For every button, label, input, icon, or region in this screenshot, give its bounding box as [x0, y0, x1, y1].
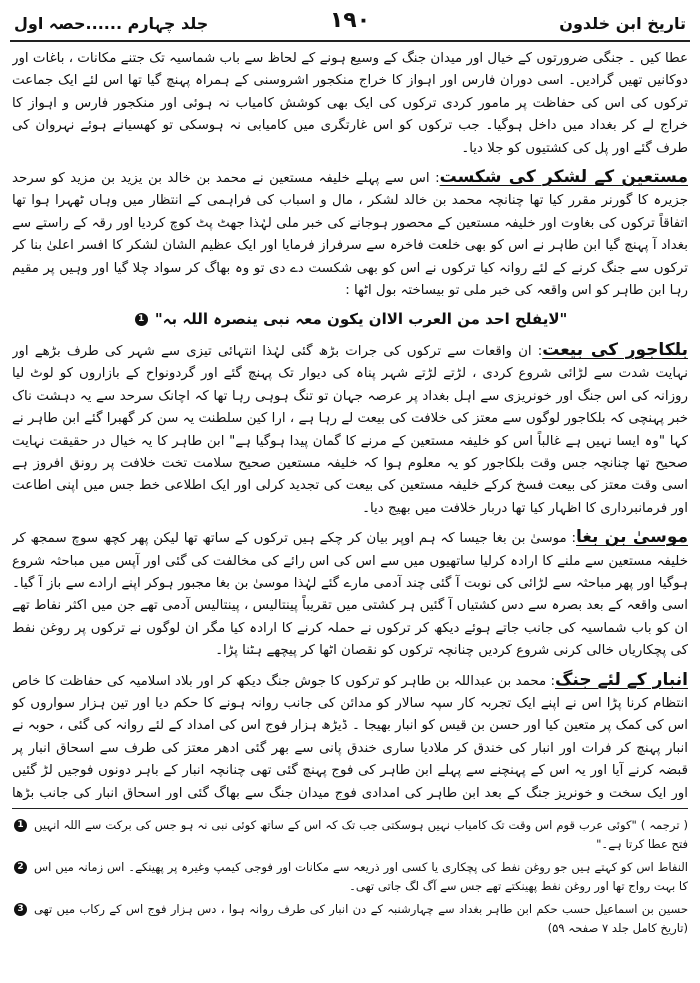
section-heading: موسیٰ بن بغا [576, 527, 688, 548]
paragraph-text: اس سے پہلے خلیفہ مستعین نے محمد بن خالد بن یزید بن مزید کو سرحد جزیرہ کا گورنر مقرر کیا تھا چنانچہ محمد بن خالد لشکر ، مال و اسباب کی فراہمی کے انتظار میں وہاں ٹھہرا ہوا تھا اتفاقاً ترکوں کی بغاوت اور خلیفہ مستعین کے محصور ہوجانے کی خبر ملی لہٰذا جھٹ پٹ کوچ کردیا اور رقہ کے راستے سے بغداد آ پہنچ گیا ابن طاہر نے اس کو بھی خلعت فاخرہ سے سرفراز فرمایا اور ایک عظیم الشان لشکر کا افسر اعلیٰ بنا کر ترکوں سے جنگ کرنے کے لئے روانہ کیا ترکوں نے اس کو بھی شکست دے دی تو وہ بھاگ کر سواد چلا گیا اور وہیں پر مقیم رہا ابن طاہر کو اس واقعہ کی خبر ملی تو بیساختہ بول اٹھا : [12, 171, 688, 299]
volume-label: جلد چہارم ......حصہ اول [14, 14, 209, 33]
footnote-text: ( ترجمہ ) "کوئی عرب قوم اس وقت تک کامیاب نہیں ہوسکتی جب تک کہ اس کے ساتھ کوئی نبی نہ ہو جس کی برکت سے اللہ انہیں فتح عطا کرتا ہے۔" [34, 818, 688, 851]
paragraph: موسیٰ بن بغا: موسیٰ بن بغا جیسا کہ ہم اوپر بیان کر چکے ہیں ترکوں کے ساتھ تھا لیکن پھر کچھ سوچ سمجھ کر خلیفہ مستعین سے ملنے کا ارادہ کرلیا ساتھیوں میں سے اس کی اس رائے کی مخالفت کی گئی اور آپس میں مباحثہ شروع ہوگیا اور پھر مباحثہ سے لڑائی کی نوبت آ گئی چند آدمی مارے گئے لہٰذا موسیٰ بن بغا مجبور ہوکر اپنے ارادے سے باز آ گیا۔ اسی واقعہ کے بعد بصرہ سے دس کشتیاں آ گئیں ہر کشتی میں تقریباً پینتالیس ، پینتالیس آدمی تھے جن میں اکثر نفاط تھے ان کو باب شماسیہ کی جانب جاتے ہوئے دیکھ کر ترکوں نے حملہ کرنے کا ارادہ کیا مگر ان لوگوں نے ترکوں پر روغن نفط کی پچکاریاں خالی کرنی شروع کردیں چنانچہ ترکوں کو نقصان اٹھا کر پیچھے ہٹنا پڑا۔ [12, 527, 688, 659]
footnote [12, 900, 688, 938]
paragraph: انبار کے لئے جنگ: محمد بن عبداللہ بن طاہر کو ترکوں کا جوش جنگ دیکھ کر اور بلاد اسلامیہ کی حفاظت کا خاص انتظام کرنا پڑا اس نے اپنے ایک تجربہ کار سپہ سالار کو مدائن کی جانب روانہ ہونے کا حکم دیا اور تین ہزار سواروں کو اس کی کمک پر متعین کیا اور حسن بن قیس کو انبار بھیجا ۔ ڈیڑھ ہزار فوج اس کی امداد کے لئے روانہ کی گئی ، حوبہ نے انبار پہنچ کر فرات اور انبار کی خندق کر ملادیا ساری خندق پانی سے بھر گئی ادھر معتز کی طرف سے اسحاق انبار پر قبضہ کرنے آیا اور یہ اس کے پہنچنے سے پہلے ابن طاہر کی فوج پہنچ گئی تھی چنانچہ انبار کے باہر دونوں فوجیں لڑ گئیں اور ایک سخت و خونریز جنگ کے بعد ابن طاہر کی امدادی فوج میدان جنگ سے بھاگ گئی اور اسحاق انبار کی جانب بڑھا [12, 669, 688, 800]
footnote [12, 816, 688, 854]
paragraph-text: موسیٰ بن بغا جیسا کہ ہم اوپر بیان کر چکے ہیں ترکوں کے ساتھ تھا لیکن پھر کچھ سوچ سمجھ کر خلیفہ مستعین سے ملنے کا ارادہ کرلیا ساتھیوں میں سے اس کی اس رائے کی مخالفت کی گئی اور آپس میں مباحثہ شروع ہوگیا اور پھر مباحثہ سے لڑائی کی نوبت آ گئی چند آدمی مارے گئے لہٰذا موسیٰ بن بغا مجبور ہوکر اپنے ارادے سے باز آ گیا۔ اسی واقعہ کے بعد بصرہ سے دس کشتیاں آ گئیں ہر کشتی میں تقریباً پینتالیس ، پینتالیس آدمی تھے جن میں اکثر نفاط تھے ان کو باب شماسیہ کی جانب جاتے ہوئے دیکھ کر ترکوں نے حملہ کرنے کا ارادہ کیا مگر ان لوگوں نے ترکوں پر روغن نفط کی پچکاریاں خالی کرنی شروع کردیں چنانچہ ترکوں کو نقصان اٹھا کر پیچھے ہٹنا پڑا۔ [12, 531, 688, 659]
paragraph-text: ان واقعات سے ترکوں کی جرات بڑھ گئی لہٰذا انتہائی تیزی سے شہر کی طرف بڑھے اور نہایت شدت سے لڑائی شروع کردی ، لڑتے لڑتے شہر پناہ کی دیوار تک پہنچ گئے اور گردونواح کے بازاروں کو لوٹ لیا روزانہ کی اس جنگ اور خونریزی سے اہل بغداد پر عرصہ جہان تو تنگ ہوہی رہا تھا کہ اچانک سرحد سے یہ دہشت ناک خبر پہنچی کہ بلکاجور لوگوں سے معتز کی خلافت کی بیعت لے رہا ہے ، ارا کین سلطنت یہ سن کر گھبرا گئے ابن طاہر نے کہا "وہ ایسا نہیں ہے غالباً اس کو خلیفہ مستعین کے مرنے کا گمان پیدا ہوگیا ہے" ابن طاہر کا یہ خیال در حقیقت نہایت صحیح تھا چنانچہ جس وقت بلکاجور کو یہ معلوم ہوا کہ خلیفہ مستعین صحیح سلامت تخت خلافت پر رونق افروز ہے اسی وقت معتز کی بیعت فسخ کرکے خلیفہ مستعین کی بیعت کی تجدید کرلی اور ایک اطلاعی خط جس میں اپنی اطاعت اور فرمانبرداری کا اظہار کیا تھا دربار خلافت میں بھیج دیا۔ [12, 343, 688, 516]
book-title: تاریخ ابن خلدون [559, 14, 686, 33]
footnotes [12, 816, 688, 976]
section-heading: انبار کے لئے جنگ [555, 669, 688, 690]
footnote-text: النفاط اس کو کہتے ہیں جو روغن نفط کی پچکاری یا کسی اور ذریعہ سے مکانات اور فوجی کیمپ وغیرہ پر پھینکے۔ اس زمانہ میں اس کا بہت رواج تھا اور روغن نفط پھینکتے تھے جس سے آگ لگ جاتی تھی۔ [34, 860, 688, 893]
paragraph: مستعین کے لشکر کی شکست: اس سے پہلے خلیفہ مستعین نے محمد بن خالد بن یزید بن مزید کو سرحد جزیرہ کا گورنر مقرر کیا تھا چنانچہ محمد بن خالد لشکر ، مال و اسباب کی فراہمی کے انتظار میں وہاں ٹھہرا ہوا تھا اتفاقاً ترکوں کی بغاوت اور خلیفہ مستعین کے محصور ہوجانے کی خبر ملی لہٰذا جھٹ پٹ کوچ کردیا اور رقہ کے راستے سے بغداد آ پہنچ گیا ابن طاہر نے اس کو بھی خلعت فاخرہ سے سرفراز فرمایا اور ایک عظیم الشان لشکر کا افسر اعلیٰ بنا کر ترکوں سے جنگ کرنے کے لئے روانہ کیا ترکوں نے اس کو بھی شکست دے دی تو وہ بھاگ کر سواد چلا گیا اور وہیں پر مقیم رہا ابن طاہر کو اس واقعہ کی خبر ملی تو بیساختہ بول اٹھا : [12, 167, 688, 299]
section-heading: مستعین کے لشکر کی شکست [439, 167, 688, 188]
arabic-quote [12, 308, 688, 330]
paragraph-text: محمد بن عبداللہ بن طاہر کو ترکوں کا جوش جنگ دیکھ کر اور بلاد اسلامیہ کی حفاظت کا خاص انتظام کرنا پڑا اس نے اپنے ایک تجربہ کار سپہ سالار کو مدائن کی جانب روانہ ہونے کا حکم دیا اور تین ہزار سواروں کو اس کی کمک پر متعین کیا اور حسن بن قیس کو انبار بھیجا ۔ ڈیڑھ ہزار فوج اس کی امداد کے لئے روانہ کی گئی ، حوبہ نے انبار پہنچ کر فرات اور انبار کی خندق کر ملادیا ساری خندق پانی سے بھر گئی ادھر معتز کی طرف سے اسحاق انبار پر قبضہ کرنے آیا اور یہ اس کے پہنچنے سے پہلے ابن طاہر کی فوج پہنچ گئی تھی چنانچہ انبار کے باہر دونوں فوجیں لڑ گئیں اور ایک سخت و خونریز جنگ کے بعد ابن طاہر کی امدادی فوج میدان جنگ سے بھاگ گئی اور اسحاق انبار کی جانب بڑھا [12, 673, 688, 800]
footnote-number: 3 [14, 903, 27, 916]
section-heading: بلکاجور کی بیعت [542, 339, 688, 360]
footnote-number: 1 [14, 819, 27, 832]
paragraph [12, 48, 688, 160]
paragraph-text: عطا کیں ۔ جنگی ضرورتوں کے خیال اور میدان جنگ کے وسیع ہونے کے لحاظ سے باب شماسیہ تک جتنے مکانات ، باغات اور دوکانیں تھیں گرادیں۔ اسی دوران فارس اور اہواز کا خراج منکجور اشروسنی کے ہمراہ پہنچ گیا تھا اس لئے ایک جماعت ترکوں کی اس کی حفاظت پر مامور کردی ترکوں کی ایک بھی کوشش کامیاب نہ ہوئی اور منکجور فارس و اہواز کا خراج لے کر بغداد میں داخل ہوگیا۔ جب ترکوں کو اس غارتگری میں کامیابی نہ ہوسکی تو کھسیانے ہوئے نہروان کی طرف گئے اور پل کی کشتیوں کو جلا دیا۔ [12, 51, 688, 156]
quote-text: "لایفلح احد من العرب الاان یکون معہ نبی ینصرہ اللہ بہ" [154, 310, 568, 329]
paragraph: بلکاجور کی بیعت: ان واقعات سے ترکوں کی جرات بڑھ گئی لہٰذا انتہائی تیزی سے شہر کی طرف بڑھے اور نہایت شدت سے لڑائی شروع کردی ، لڑتے لڑتے شہر پناہ کی دیوار تک پہنچ گئے اور گردونواح کے بازاروں کو لوٹ لیا روزانہ کی اس جنگ اور خونریزی سے اہل بغداد پر عرصہ جہان تو تنگ ہوہی رہا تھا کہ اچانک سرحد سے یہ دہشت ناک خبر پہنچی کہ بلکاجور لوگوں سے معتز کی خلافت کی بیعت لے رہا ہے ، ارا کین سلطنت یہ سن کر گھبرا گئے ابن طاہر نے کہا "وہ ایسا نہیں ہے غالباً اس کو خلیفہ مستعین کے مرنے کا گمان پیدا ہوگیا ہے" ابن طاہر کا یہ خیال در حقیقت نہایت صحیح تھا چنانچہ جس وقت بلکاجور کو یہ معلوم ہوا کہ خلیفہ مستعین صحیح سلامت تخت خلافت پر رونق افروز ہے اسی وقت معتز کی بیعت فسخ کرکے خلیفہ مستعین کی بیعت کی تجدید کرلی اور ایک اطلاعی خط جس میں اپنی اطاعت اور فرمانبرداری کا اظہار کیا تھا دربار خلافت میں بھیج دیا۔ [12, 339, 688, 516]
footnote-divider [12, 808, 688, 809]
footnote-number: 2 [14, 861, 27, 874]
page-body [12, 48, 688, 800]
footnote [12, 858, 688, 896]
page-header [10, 6, 690, 42]
footnote-marker: 1 [135, 313, 148, 326]
page-number: ۱۹۰ [329, 8, 371, 33]
footnote-text: حسین بن اسماعیل حسب حکم ابن طاہر بغداد سے چہارشنبہ کے دن انبار کی طرف روانہ ہوا ، دس ہزار فوج اس کے رکاب میں تھی (تاریخ کامل جلد ۷ صفحہ ۵۹) [34, 902, 688, 935]
